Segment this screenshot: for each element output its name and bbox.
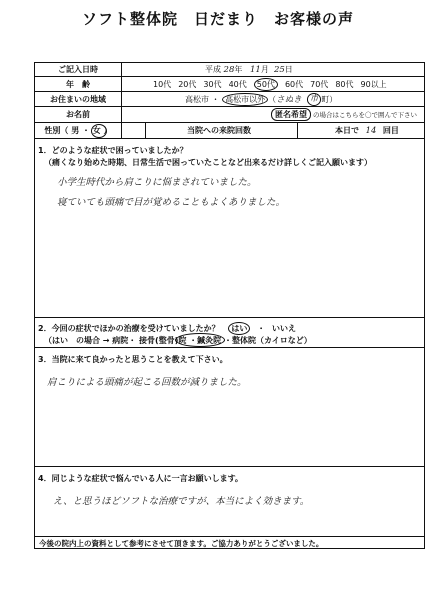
day-unit: 日 <box>284 65 293 74</box>
hand-area: さぬき <box>276 95 302 105</box>
year-unit: 年 <box>234 65 243 74</box>
q2-yes: はい <box>228 322 250 335</box>
q1-title: 1．どのような症状で困っていましたか？ <box>38 146 188 155</box>
q4-answer-line: え、と思うほどソフトな治療ですが、本当によく効きます。 <box>53 496 310 507</box>
age-option: 80代 <box>335 79 354 89</box>
age-option: 30代 <box>203 79 222 89</box>
area-opt-takamatsu: 高松市 <box>185 94 209 104</box>
date-day: 25 <box>273 64 285 75</box>
q1-answer-line: 小学生時代から肩こりに悩まされていました。 <box>57 177 257 188</box>
age-row <box>35 77 424 92</box>
today-value: 14 <box>365 125 377 136</box>
gender-label <box>35 123 122 138</box>
anonymous-tag: 匿名希望 <box>271 108 311 121</box>
today-label: 本日で <box>335 126 359 135</box>
age-option: 70代 <box>310 79 329 89</box>
q4-section <box>35 467 424 537</box>
paren-close: ） <box>329 94 338 104</box>
visits-label: 当院への来院回数 <box>187 126 251 135</box>
paren-open: （ <box>268 94 277 104</box>
area-value <box>185 92 337 106</box>
age-options <box>153 77 394 91</box>
form-title: ソフト整体院 日だまり お客様の声 <box>81 10 354 28</box>
today-unit: 回目 <box>382 126 399 135</box>
footer-note: 今後の院内上の資料として参考にさせて頂きます。ご協力ありがとうございました。 <box>39 539 324 548</box>
month-unit: 月 <box>260 65 269 74</box>
age-option: 10代 <box>153 79 172 89</box>
era: 平成 <box>205 65 221 74</box>
q2-title-wrap <box>38 322 296 335</box>
q3-answer-line: 肩こりによる頭痛が起こる回数が減りました。 <box>47 377 247 388</box>
visits-value <box>335 123 399 138</box>
age-label: 年 齢 <box>35 77 122 91</box>
date-row <box>35 63 424 77</box>
date-label: ご記入日時 <box>35 63 122 76</box>
gender-circle <box>91 124 107 138</box>
area-row <box>35 92 424 107</box>
q2-no: いいえ <box>271 324 296 333</box>
area-sep: ・ <box>211 94 220 104</box>
divider <box>145 123 146 138</box>
q1-answer-line: 寝ていても頭痛で目が覚めることもよくありました。 <box>57 197 286 208</box>
age-option: 20代 <box>178 79 197 89</box>
gender-row <box>35 123 424 139</box>
survey-form <box>34 62 425 549</box>
q1-subtitle: （痛くなり始めた時期、日常生活で困っていたことなど出来るだけ詳しくご記入願います） <box>44 158 372 167</box>
q3-title: 3．当院に来て良かったと思うことを教えて下さい。 <box>38 355 228 364</box>
divider <box>297 123 298 138</box>
area-opt-outside: 高松市以外 <box>222 93 268 106</box>
age-option-selected: 50代 <box>254 78 278 91</box>
name-value <box>271 107 417 122</box>
date-month: 11 <box>250 64 261 75</box>
q4-title: 4．同じような症状で悩んでいる人に一言お願いします。 <box>38 474 243 483</box>
age-option: 40代 <box>228 79 247 89</box>
date-value <box>205 63 293 76</box>
name-label: お名前 <box>35 107 122 122</box>
date-year: 28 <box>223 64 235 75</box>
age-option: 60代 <box>284 79 304 89</box>
q2-section <box>35 318 424 348</box>
q1-section <box>35 139 424 318</box>
area-label: お住まいの地域 <box>35 92 122 106</box>
q2-selected-circle <box>175 333 225 347</box>
name-row <box>35 107 424 123</box>
q2-sep: ・ <box>257 324 266 333</box>
town-unit: 町 <box>321 94 330 104</box>
q2-detail: （はい の場合 → 病院・ 接骨(整骨)院 ・鍼灸院 ・整体院（カイロなど） <box>44 336 312 345</box>
age-option: 90以上 <box>360 79 387 89</box>
q2-title: 2．今回の症状でほかの治療を受けていましたか？ <box>38 324 220 333</box>
anonymous-note: の場合はこちらを〇で囲んで下さい <box>313 111 417 119</box>
gender-label-text: 性別（ 男 ・ 女 ） <box>44 126 112 135</box>
q3-section <box>35 348 424 467</box>
hand-city: 市 <box>307 93 322 106</box>
